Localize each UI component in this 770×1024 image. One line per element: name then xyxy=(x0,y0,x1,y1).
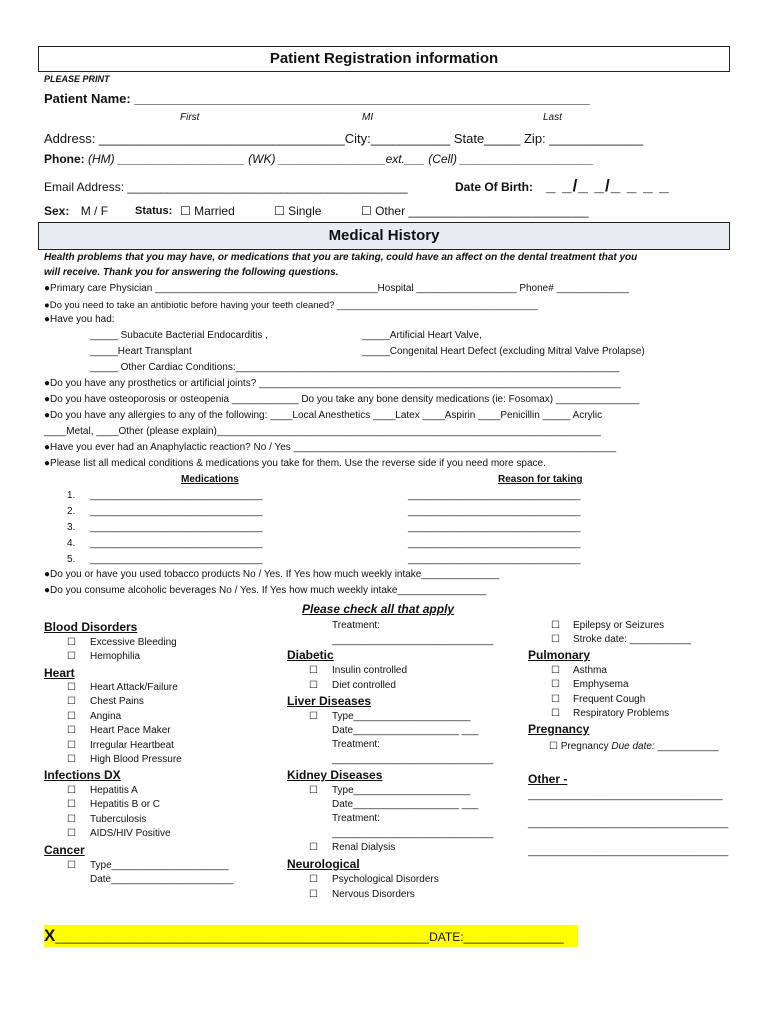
name-last-label: Last xyxy=(543,112,562,123)
reason-header: Reason for taking xyxy=(498,474,583,485)
dob-label: Date Of Birth: xyxy=(455,180,533,194)
stroke-date-field[interactable]: Stroke date: ___________ xyxy=(573,634,691,645)
status-married-checkbox[interactable]: ☐ Married xyxy=(180,204,235,218)
status-label: Status: xyxy=(135,205,173,217)
heart-item-checkbox[interactable]: ☐ xyxy=(67,754,76,765)
intro-line-1: Health problems that you may have, or medications that you are taking, could have an affect on the dental treatment that you xyxy=(44,252,638,263)
medication-row-number: 4. xyxy=(67,538,76,549)
medication-row-number: 3. xyxy=(67,522,76,533)
cancer-title: Cancer xyxy=(44,843,85,857)
kidney-diseases-title: Kidney Diseases xyxy=(287,768,383,782)
medication-field[interactable]: _______________________________ xyxy=(90,538,263,549)
neuro-item-label: Psychological Disorders xyxy=(332,874,439,885)
medication-field[interactable]: _______________________________ xyxy=(90,506,263,517)
diabetic-item-checkbox[interactable]: ☐ xyxy=(309,665,318,676)
endocarditis-option[interactable]: _____ Subacute Bacterial Endocarditis , xyxy=(90,330,268,341)
kidney-date-field[interactable]: Date___________________ ___ xyxy=(332,799,479,810)
medication-field[interactable]: _______________________________ xyxy=(90,522,263,533)
other-field[interactable]: ___________________________________ xyxy=(528,790,723,801)
physician-field[interactable]: ●Primary care Physician ________________________________________Hospital __________________ Phone# _____________ xyxy=(44,283,629,294)
medication-row-number: 1. xyxy=(67,490,76,501)
signature-x: X xyxy=(44,926,56,945)
heart-item-label: Heart Attack/Failure xyxy=(90,682,178,693)
have-you-had-label: ●Have you had: xyxy=(44,314,115,325)
checklist-heading: Please check all that apply xyxy=(302,602,455,616)
neuro-item-label: Nervous Disorders xyxy=(332,888,415,900)
allergies-question[interactable]: ●Do you have any allergies to any of the following: ____Local Anesthetics ____Latex ____Aspirin ____Penicillin _____ Acrylic xyxy=(44,410,603,421)
reason-field[interactable]: _______________________________ xyxy=(408,522,581,533)
liver-treatment-field[interactable]: _____________________________ xyxy=(332,754,494,765)
heart-item-checkbox[interactable]: ☐ xyxy=(67,739,76,751)
kidney-treatment-field[interactable]: _____________________________ xyxy=(332,828,494,839)
name-mi-label: MI xyxy=(362,112,374,123)
heart-item-checkbox[interactable]: ☐ xyxy=(67,682,76,693)
reason-field[interactable]: _______________________________ xyxy=(408,506,581,517)
pulmonary-item-label: Emphysema xyxy=(573,679,629,691)
medication-row-number: 2. xyxy=(67,506,76,517)
signature-date-field[interactable] xyxy=(44,925,578,947)
other-field[interactable]: ____________________________________ xyxy=(528,846,729,857)
neurological-title: Neurological xyxy=(287,857,360,871)
pulmonary-item-checkbox[interactable]: ☐ xyxy=(551,679,560,691)
address-field[interactable]: Address: __________________________________City:___________ State_____ Zip: _____________ xyxy=(44,131,644,146)
pulmonary-item-checkbox[interactable]: ☐ xyxy=(551,665,560,676)
pulmonary-item-checkbox[interactable]: ☐ xyxy=(551,693,560,705)
heart-item-checkbox[interactable]: ☐ xyxy=(67,696,76,708)
infection-item-label: Hepatitis A xyxy=(90,785,138,796)
kidney-type-field[interactable]: Type_____________________ xyxy=(332,785,471,796)
alcohol-question[interactable]: ●Do you consume alcoholic beverages No / Yes. If Yes how much weekly intake________________ xyxy=(44,585,487,596)
treatment-field[interactable]: _____________________________ xyxy=(332,635,494,646)
name-first-label: First xyxy=(180,112,200,123)
diabetic-item-checkbox[interactable]: ☐ xyxy=(309,680,318,691)
tobacco-question[interactable]: ●Do you or have you used tobacco products No / Yes. If Yes how much weekly intake______________ xyxy=(44,569,500,580)
heart-item-label: Angina xyxy=(90,710,122,722)
neuro-item-checkbox[interactable]: ☐ xyxy=(309,888,318,900)
medication-field[interactable]: _______________________________ xyxy=(90,554,263,565)
dob-field[interactable]: _ _/_ _/_ _ _ _ xyxy=(546,176,670,195)
diabetic-item-label: Insulin controlled xyxy=(332,665,408,676)
cancer-checkbox[interactable]: ☐ xyxy=(67,860,76,871)
pregnancy-label: ☐ Pregnancy xyxy=(549,741,612,752)
heart-item-label: Irregular Heartbeat xyxy=(90,739,174,751)
patient-name-field[interactable]: Patient Name: _______________________________________________________________ xyxy=(44,91,590,106)
allergies-question-cont[interactable]: ____Metal, ____Other (please explain)_____________________________________________________________________ xyxy=(44,426,601,437)
sex-label: Sex: xyxy=(44,204,70,218)
liver-diseases-title: Liver Diseases xyxy=(287,694,372,708)
anaphylactic-question[interactable]: ●Have you ever had an Anaphylactic reaction? No / Yes __________________________________________________________ xyxy=(44,442,617,453)
medication-row-number: 5. xyxy=(67,554,76,565)
medications-header: Medications xyxy=(181,474,239,485)
treatment-label: Treatment: xyxy=(332,620,380,631)
infection-item-label: Hepatitis B or C xyxy=(90,799,161,811)
blood-item-checkbox[interactable]: ☐ xyxy=(67,637,76,648)
reason-field[interactable]: _______________________________ xyxy=(408,538,581,549)
blood-item-checkbox[interactable]: ☐ xyxy=(67,651,76,662)
osteoporosis-question[interactable]: ●Do you have osteoporosis or osteopenia ____________ Do you take any bone density medications (ie: Fosomax) _______________ xyxy=(44,394,640,405)
infection-item-checkbox[interactable]: ☐ xyxy=(67,827,76,839)
epilepsy-checkbox[interactable]: ☐ xyxy=(551,620,560,631)
pulmonary-item-label: Frequent Cough xyxy=(573,693,646,705)
pulmonary-item-checkbox[interactable]: ☐ xyxy=(551,707,560,719)
kidney-treatment-label: Treatment: xyxy=(332,813,380,824)
reason-field[interactable]: _______________________________ xyxy=(408,554,581,565)
diabetic-item-label: Diet controlled xyxy=(332,680,396,691)
pregnancy-due-line: ___________ xyxy=(654,741,719,752)
liver-type-field[interactable]: Type_____________________ xyxy=(332,711,471,722)
medication-field[interactable]: _______________________________ xyxy=(90,490,263,501)
infection-item-label: Tuberculosis xyxy=(90,813,147,825)
stroke-checkbox[interactable]: ☐ xyxy=(551,634,560,645)
heart-valve-option[interactable]: _____Artificial Heart Valve, xyxy=(362,330,482,341)
reason-field[interactable]: _______________________________ xyxy=(408,490,581,501)
infection-item-label: AIDS/HIV Positive xyxy=(90,827,171,839)
infection-item-checkbox[interactable]: ☐ xyxy=(67,813,76,825)
blood-item-label: Excessive Bleeding xyxy=(90,637,177,648)
infection-item-checkbox[interactable]: ☐ xyxy=(67,785,76,796)
infection-item-checkbox[interactable]: ☐ xyxy=(67,799,76,811)
heart-item-label: High Blood Pressure xyxy=(90,754,182,765)
phone-field[interactable] xyxy=(44,152,594,166)
conditions-instruction: ●Please list all medical conditions & medications you take for them. Use the reverse side if you need more space. xyxy=(44,458,546,469)
heart-transplant-option[interactable]: _____Heart Transplant xyxy=(90,346,192,357)
intro-line-2: will receive. Thank you for answering the following questions. xyxy=(44,267,339,278)
phone-lines: (HM) ___________________ (WK) ________________ext.___ (Cell) ____________________ xyxy=(88,152,594,166)
pulmonary-title: Pulmonary xyxy=(528,648,591,662)
pulmonary-item-label: Respiratory Problems xyxy=(573,707,670,719)
heart-item-label: Heart Pace Maker xyxy=(90,725,171,737)
antibiotic-question[interactable]: ●Do you need to take an antibiotic before having your teeth cleaned? ______________________________________ xyxy=(44,300,538,311)
email-field[interactable]: Email Address: __________________________________________ xyxy=(44,180,408,194)
blood-item-label: Hemophilia xyxy=(90,651,141,662)
sex-field[interactable] xyxy=(44,204,108,218)
pulmonary-item-label: Asthma xyxy=(573,665,607,676)
dialysis-checkbox[interactable]: ☐ xyxy=(309,842,318,853)
blood-disorders-title: Blood Disorders xyxy=(44,620,138,634)
pregnancy-field[interactable] xyxy=(549,741,719,752)
form-title: Patient Registration information xyxy=(38,46,730,72)
other-cardiac-option[interactable]: _____ Other Cardiac Conditions:_____________________________________________________________________ xyxy=(90,362,620,373)
sex-options: M / F xyxy=(80,204,109,218)
heart-item-label: Chest Pains xyxy=(90,696,144,708)
pregnancy-due-label: Due date: xyxy=(611,741,655,752)
diabetic-title: Diabetic xyxy=(287,648,334,662)
other-title: Other - xyxy=(528,772,568,786)
pregnancy-title: Pregnancy xyxy=(528,722,590,736)
liver-checkbox[interactable]: ☐ xyxy=(309,711,318,722)
epilepsy-label: Epilepsy or Seizures xyxy=(573,620,665,631)
congenital-defect-option[interactable]: _____Congenital Heart Defect (excluding Mitral Valve Prolapse) xyxy=(362,346,645,357)
liver-date-field[interactable]: Date___________________ ___ xyxy=(332,725,479,736)
heart-title: Heart xyxy=(44,666,75,680)
other-field[interactable]: ____________________________________ xyxy=(528,818,729,829)
neuro-item-checkbox[interactable]: ☐ xyxy=(309,874,318,885)
heart-item-checkbox[interactable]: ☐ xyxy=(67,710,76,722)
medical-history-title: Medical History xyxy=(38,222,730,250)
please-print-note: PLEASE PRINT xyxy=(44,74,110,84)
infections-title: Infections DX xyxy=(44,768,121,782)
phone-label: Phone: xyxy=(44,152,85,166)
cancer-date-field[interactable]: Date______________________ xyxy=(90,874,234,885)
signature-line: ________________________________________________________DATE:_______________ xyxy=(55,930,564,944)
kidney-checkbox[interactable]: ☐ xyxy=(309,785,318,796)
liver-treatment-label: Treatment: xyxy=(332,739,380,750)
status-single-checkbox[interactable]: ☐ Single xyxy=(274,204,322,218)
status-other-checkbox[interactable]: ☐ Other ___________________________ xyxy=(361,204,589,218)
cancer-type-field[interactable]: Type_____________________ xyxy=(90,860,229,871)
dialysis-label: Renal Dialysis xyxy=(332,842,396,853)
heart-item-checkbox[interactable]: ☐ xyxy=(67,725,76,737)
prosthetics-question[interactable]: ●Do you have any prosthetics or artificial joints? _________________________________________________________________ xyxy=(44,378,621,389)
